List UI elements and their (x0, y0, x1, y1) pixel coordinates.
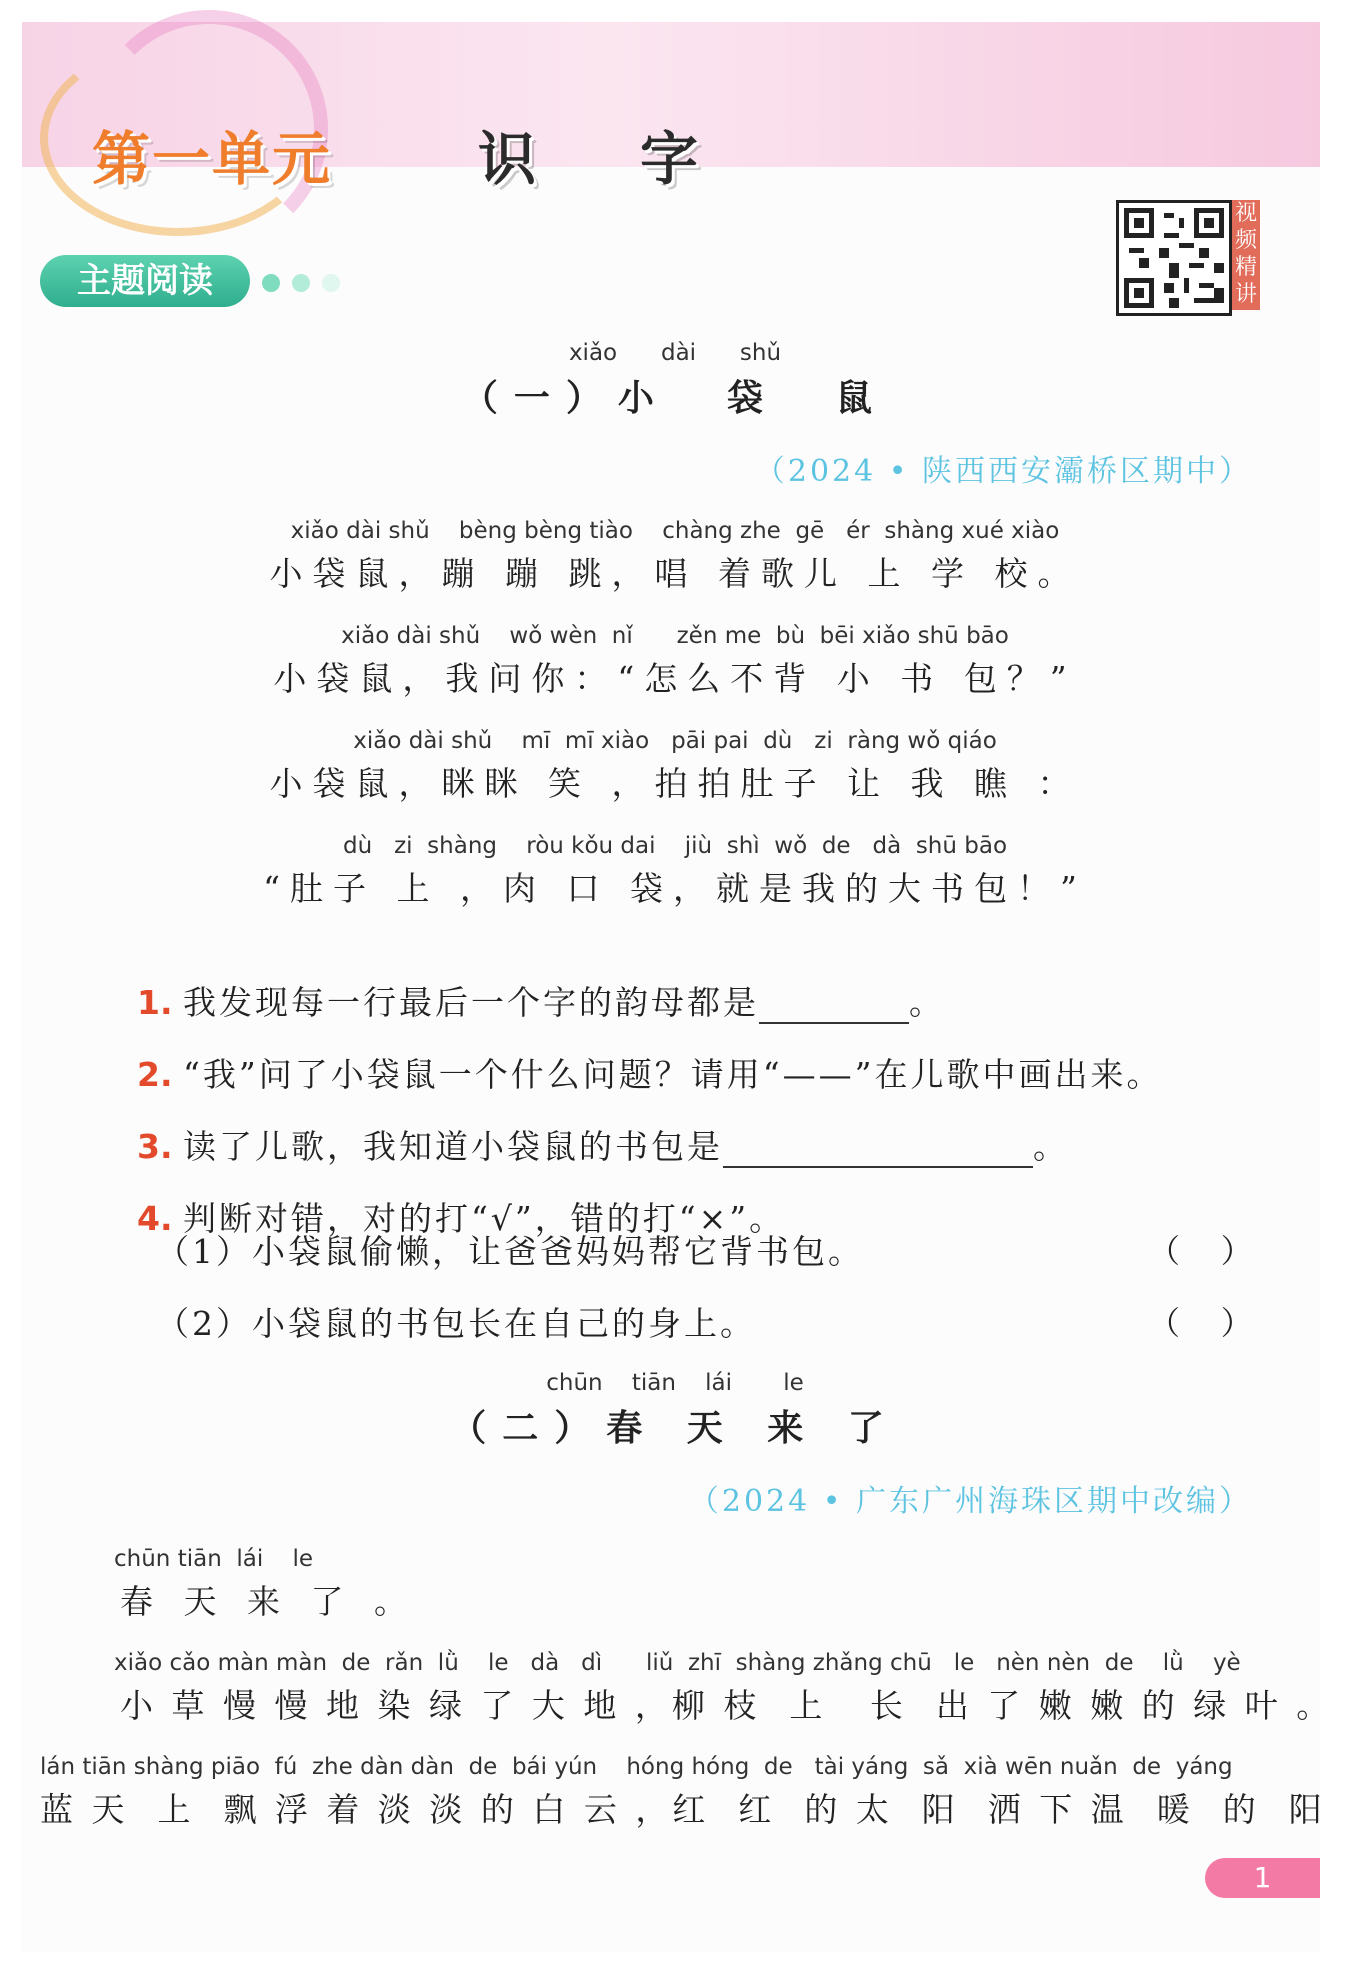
judgement-item: （2）小袋鼠的书包长在自己的身上。 (156, 1304, 756, 1343)
passage-text-line: 小 草 慢 慢 地 染 绿 了 大 地 ，柳 枝 上 长 出 了 嫩 嫩 的 绿 叶 。 (120, 1686, 1334, 1725)
passage1-title: （一）小 袋 鼠 (461, 377, 889, 419)
poem-pinyin-line: dù zi shàng ròu kǒu dai jiù shì wǒ de dà shū bāo (342, 833, 1008, 859)
unit-title: 第一单元 (92, 125, 333, 193)
question-number: 1. (136, 983, 173, 1022)
poem-pinyin-line: xiǎo dài shǔ wǒ wèn nǐ zěn me bù bēi xiǎo shū bāo (341, 623, 1009, 649)
question-number: 2. (136, 1055, 173, 1094)
question-number: 3. (136, 1127, 173, 1166)
unit-name-char: 识 (478, 125, 537, 193)
qr-code[interactable] (1116, 200, 1232, 316)
judgement-answer-box[interactable]: （ ） (1148, 1232, 1253, 1270)
question-tail: 。 (908, 983, 945, 1022)
passage1-title-pinyin: xiǎo dài shǔ (568, 340, 782, 366)
judgement-answer-box[interactable]: （ ） (1148, 1304, 1253, 1342)
poem-text-line: 小袋鼠，我问你：“怎么不背 小 书 包？” (273, 659, 1077, 698)
poem-text-line: 小袋鼠，蹦 蹦 跳，唱 着歌儿 上 学 校。 (269, 554, 1081, 593)
poem-pinyin-line: xiǎo dài shǔ mī mī xiào pāi pai dù zi ràng wǒ qiáo (353, 728, 997, 754)
poem-text-line: 小袋鼠，眯眯 笑 ，拍拍肚子 让 我 瞧 ： (269, 764, 1081, 803)
passage-text-line: 蓝 天 上 飘 浮 着 淡 淡 的 白 云 ，红 红 的 太 阳 洒 下 温 暖 的 阳 (40, 1790, 1326, 1829)
question-tail: 。 (1032, 1127, 1069, 1166)
passage1-source: （2024 • 陕西西安灞桥区期中） (754, 454, 1252, 489)
poem-text-line: “肚子 上 ，肉 口 袋，就是我的大书包！” (263, 869, 1087, 908)
qr-label: 视频精讲 (1232, 200, 1260, 310)
passage-pinyin-line: lán tiān shàng piāo fú zhe dàn dàn de bái yún hóng hóng de tài yáng sǎ xià wēn nuǎn de yáng (40, 1754, 1233, 1780)
question-text: “我”问了小袋鼠一个什么问题？请用“——”在儿歌中画出来。 (182, 1055, 1163, 1094)
theme-tag: 主题阅读 (40, 255, 250, 307)
passage2-source: （2024 • 广东广州海珠区期中改编） (688, 1484, 1252, 1519)
dot-icon (262, 274, 280, 292)
passage-pinyin-line: chūn tiān lái le (114, 1546, 314, 1572)
poem-pinyin-line: xiǎo dài shǔ bèng bèng tiào chàng zhe gē ér shàng xué xiào (290, 518, 1060, 544)
qr-code-icon (1119, 203, 1229, 313)
passage2-title-pinyin: chūn tiān lái le (546, 1370, 804, 1396)
question-text: 我发现每一行最后一个字的韵母都是 (182, 983, 759, 1022)
question-number: 4. (136, 1199, 173, 1238)
unit-name-char: 字 (640, 125, 699, 193)
dot-icon (322, 274, 340, 292)
question-text: 判断对错，对的打“√”，错的打“×”。 (182, 1199, 786, 1238)
passage-text-line: 春 天 来 了 。 (120, 1582, 417, 1621)
dot-icon (292, 274, 310, 292)
question-text: 读了儿歌，我知道小袋鼠的书包是 (182, 1127, 723, 1166)
page-number: 1 (1205, 1858, 1320, 1898)
passage2-title: （二）春 天 来 了 (450, 1407, 900, 1449)
judgement-item: （1）小袋鼠偷懒，让爸爸妈妈帮它背书包。 (156, 1232, 864, 1271)
passage-pinyin-line: xiǎo cǎo màn màn de rǎn lǜ le dà dì liǔ zhī shàng zhǎng chū le nèn nèn de lǜ yè (114, 1650, 1241, 1676)
